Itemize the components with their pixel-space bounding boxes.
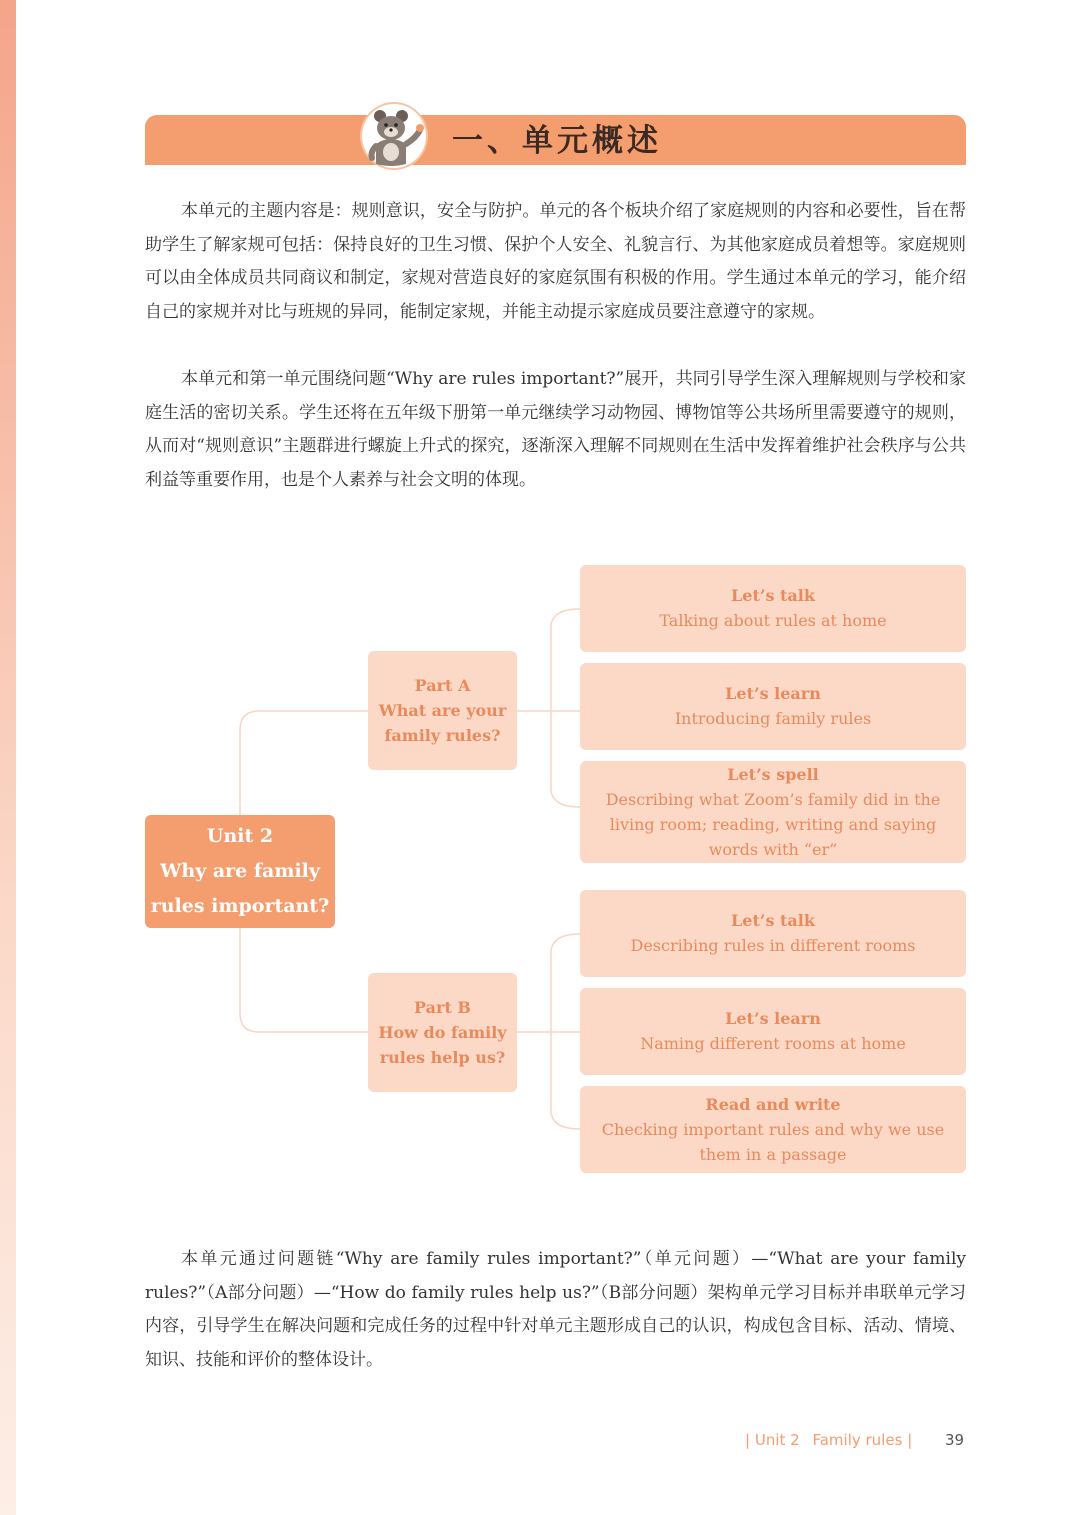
partB-item-talk — [580, 890, 966, 977]
item-desc: Checking important rules and why we use them in a passage — [601, 1119, 945, 1164]
unit-question-line1: Why are family — [160, 860, 320, 882]
partA-item-learn — [580, 663, 966, 750]
item-desc: Naming different rooms at home — [640, 1034, 906, 1053]
connector-partA-branch — [551, 609, 580, 807]
item-desc: Describing rules in different rooms — [630, 936, 916, 955]
partB-label: Part B — [414, 998, 471, 1017]
unit-label: Unit 2 — [206, 825, 274, 847]
partA-question-line1: What are your — [378, 701, 507, 720]
item-desc: Describing what Zoom’s family did in the living room; reading, writing and saying words with “er” — [605, 789, 941, 859]
partB-item-learn — [580, 988, 966, 1075]
summary-paragraph: 本单元通过问题链“Why are family rules important?”（单元问题）—“What are your family rules?”（A部分问题）—“How do family rules help us?”（B部分问题）架构单元学习目标并串联单元学习内容，引导学生在解决问题和完成任务的过程中针对单元主题形成自己的认识，构成包含目标、活动、情境、知识、技能和评价的整体设计。 — [145, 1249, 966, 1370]
item-title: Let’s spell — [727, 764, 819, 784]
partB-item-read-write — [580, 1086, 966, 1173]
item-title: Let’s talk — [731, 911, 815, 930]
partA-item-talk — [580, 565, 966, 652]
partA-item-spell — [580, 761, 966, 863]
mindmap-partB-node — [368, 973, 517, 1092]
footer-divider-icon: | — [745, 1431, 751, 1449]
connector-unit-partB — [240, 928, 368, 1032]
item-title: Let’s talk — [731, 586, 815, 605]
item-title: Read and write — [705, 1094, 841, 1114]
footer-page-number-wrap — [945, 1428, 964, 1452]
item-title: Let’s learn — [725, 1009, 821, 1028]
mindmap-partA-node — [368, 651, 517, 770]
intro-paragraph-1: 本单元的主题内容是：规则意识，安全与防护。单元的各个板块介绍了家庭规则的内容和必要性，旨在帮助学生了解家规可包括：保持良好的卫生习惯、保护个人安全、礼貌言行、为其他家庭成员着想等。家庭规则可以由全体成员共同商议和制定，家规对营造良好的家庭氛围有积极的作用。学生通过本单元的学习，能介绍自己的家规并对比与班规的异同，能制定家规，并能主动提示家庭成员要注意遵守的家规。 — [145, 201, 966, 322]
section-title: 一、单元概述 — [452, 123, 662, 159]
footer-unit-label: Unit 2 — [754, 1431, 800, 1449]
mindmap-unit-node — [145, 815, 335, 928]
unit-question-line2: rules important? — [150, 895, 330, 917]
partA-label: Part A — [414, 676, 471, 695]
footer-unit-title: Family rules — [812, 1431, 903, 1449]
page-number: 39 — [945, 1431, 965, 1449]
item-title: Let’s learn — [725, 684, 821, 703]
partA-question-line2: family rules? — [384, 726, 501, 745]
partB-question-line1: How do family — [378, 1023, 507, 1042]
footer-divider-icon: | — [907, 1431, 913, 1449]
item-desc: Introducing family rules — [674, 709, 872, 728]
footer-running-head — [745, 1428, 912, 1452]
item-desc: Talking about rules at home — [659, 611, 887, 630]
intro-paragraph-2: 本单元和第一单元围绕问题“Why are rules important?”展开，共同引导学生深入理解规则与学校和家庭生活的密切关系。学生还将在五年级下册第一单元继续学习动物园、博物馆等公共场所里需要遵守的规则，从而对“规则意识”主题群进行螺旋上升式的探究，逐渐深入理解不同规则在生活中发挥着维护社会秩序与公共利益等重要作用，也是个人素养与社会文明的体现。 — [145, 369, 966, 490]
partB-question-line2: rules help us? — [379, 1048, 506, 1067]
connector-unit-partA — [240, 711, 368, 815]
